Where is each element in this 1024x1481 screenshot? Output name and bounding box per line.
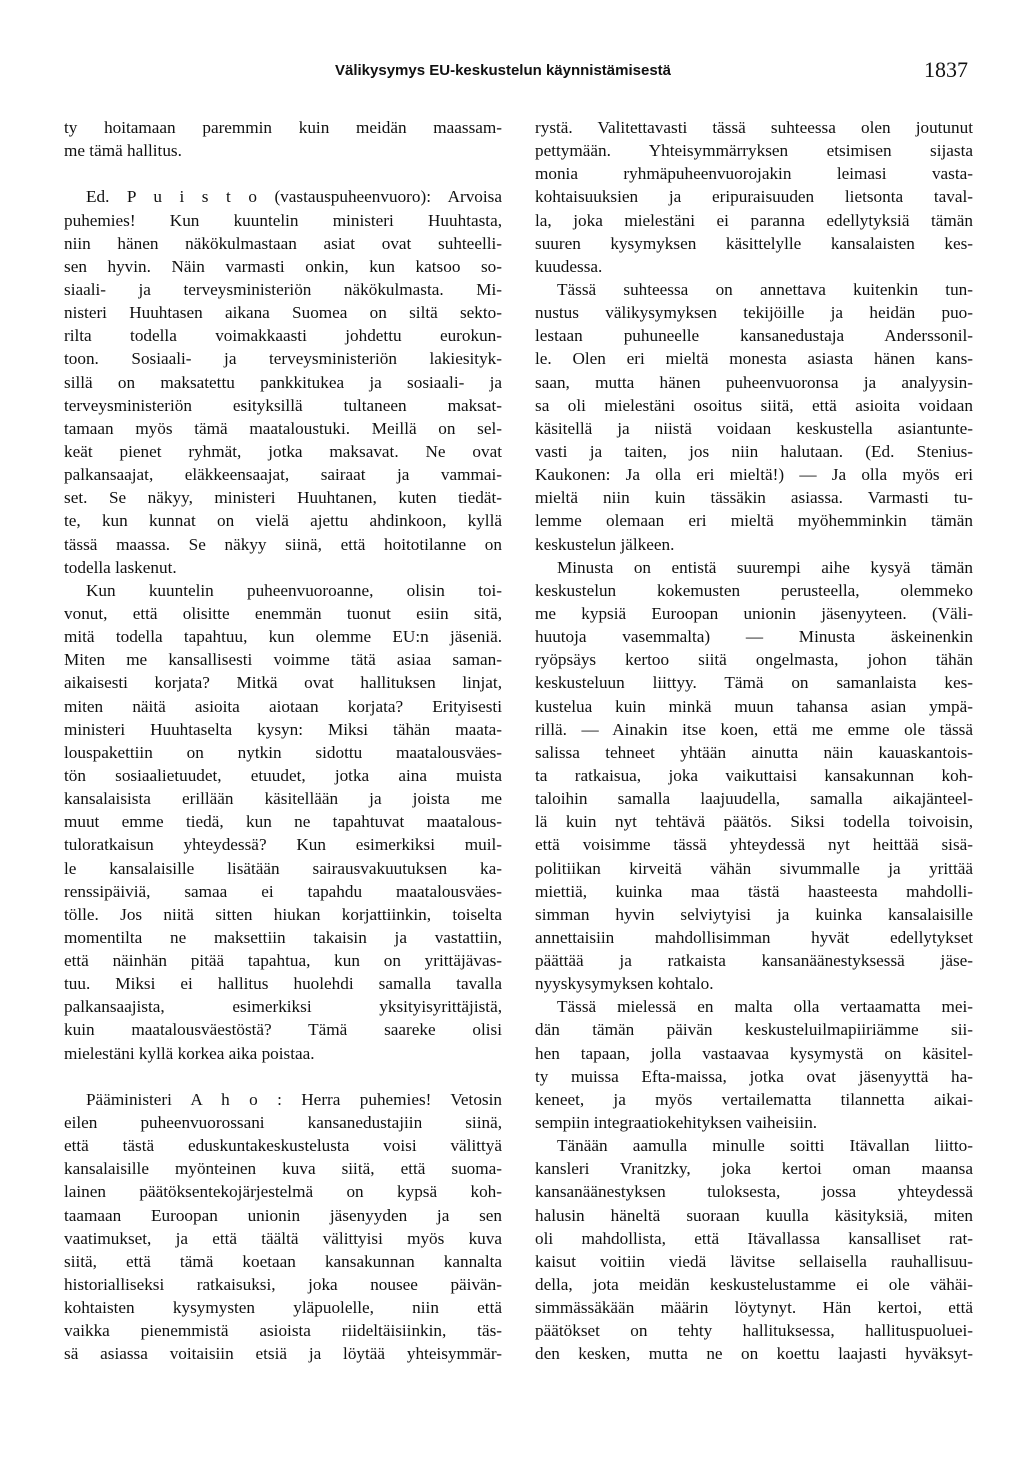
text-line: della, jota meidän keskustelustamme ei ole vähäi- bbox=[535, 1275, 973, 1295]
text-line: siitä, että tämä koetaan kansakunnan kannalta bbox=[64, 1251, 502, 1271]
text-line: päätökset on tehty hallituksessa, hallituspuoluei- bbox=[535, 1321, 973, 1341]
text-line: me kypsiä Euroopan unionin jäsenyyteen. (Väli- bbox=[535, 603, 973, 623]
right-column bbox=[535, 116, 973, 1366]
text-line: Tänään aamulla minulle soitti Itävallan liitto- bbox=[557, 1136, 973, 1156]
text-line: politiikan kirveitä vähän sivummalle ja yrittää bbox=[535, 858, 973, 878]
text-line: taloihin samalla laajuudella, samalla aikajänteel- bbox=[535, 789, 973, 809]
text-line: pettymään. Yhteisymmärryksen etsimisen sijasta bbox=[535, 141, 973, 161]
text-line: lestaan puhuneelle kansanedustaja Anderssonil- bbox=[535, 326, 973, 346]
text-line: tamaan myös tämä maataloustuki. Meillä on sel- bbox=[64, 418, 502, 438]
text-line: momentilta ne maksettiin takaisin ja vastattiin, bbox=[64, 927, 502, 947]
text-line: kansleri Vranitzky, joka kertoi oman maansa bbox=[535, 1159, 973, 1179]
text-line: nisteri Huuhtasen aikana Suomea on siltä sekto- bbox=[64, 303, 502, 323]
text-line: lemme olemaan eri mieltä myöhemminkin tämän bbox=[535, 511, 973, 531]
text-line: taamaan Euroopan unionin jäsenyyden ja sen bbox=[64, 1205, 502, 1225]
running-header: Välikysymys EU-keskustelun käynnistämisestä bbox=[335, 62, 672, 79]
text-line: nyyskysymyksen kohtalo. bbox=[535, 974, 714, 994]
text-line: Kaukonen: Ja olla eri mieltä!) — Ja olla myös eri bbox=[535, 465, 973, 485]
text-line: me tämä hallitus. bbox=[64, 141, 182, 161]
text-line: palkansaajista, esimerkiksi yksityisyrittäjistä, bbox=[64, 997, 502, 1017]
text-line: simmässäkään määrin löytynyt. Hän kertoi, että bbox=[535, 1298, 973, 1318]
text-line: ryöpsäys kertoo siitä ongelmasta, johon tähän bbox=[535, 650, 973, 670]
text-line: saan, mutta hänen puheenvuoronsa ja analyysin- bbox=[535, 372, 973, 392]
text-line: Tässä suhteessa on annettava kuitenkin tun- bbox=[557, 279, 973, 299]
text-line: Ed. P u i s t o (vastauspuheenvuoro): Arvoisa bbox=[86, 187, 502, 207]
text-line: vaikka pienemmistä asioista riideltäisiinkin, täs- bbox=[64, 1321, 502, 1341]
text-line: mieltä niin kuin tässäkin asiassa. Varmasti tu- bbox=[535, 488, 973, 508]
text-line: siaali- ja terveysministeriön näkökulmasta. Mi- bbox=[64, 279, 502, 299]
text-line: Pääministeri A h o : Herra puhemies! Vetosin bbox=[86, 1089, 502, 1109]
text-line: lainen päätöksentekojärjestelmä on kypsä koh- bbox=[64, 1182, 502, 1202]
text-line: kohtaisuuksien ja eripuraisuuden lietsonta taval- bbox=[535, 187, 973, 207]
left-column bbox=[64, 116, 502, 1366]
text-line: lä kuin nyt tehtävä päätös. Siksi todella toivoisin, bbox=[535, 812, 973, 832]
text-line: dän tämän päivän keskusteluilmapiiriämme sii- bbox=[535, 1020, 973, 1040]
text-line: suuren kysymyksen käsittelylle kansalaisten kes- bbox=[535, 233, 973, 253]
text-line: nustus välikysymyksen tekijöille ja heidän puo- bbox=[535, 303, 973, 323]
text-line: niin hänen näkökulmastaan asiat ovat suhteelli- bbox=[64, 233, 502, 253]
text-line: te, kun kunnat on vielä ajettu ahdinkoon, kyllä bbox=[64, 511, 502, 531]
text-line: renssipäiviä, samaa ei tapahdu maatalousväes- bbox=[64, 881, 502, 901]
text-line: kuin maatalousväestöstä? Tämä saareke olisi bbox=[64, 1020, 502, 1040]
text-line: vasti ja taiten, jos niin halutaan. (Ed. Stenius- bbox=[535, 441, 973, 461]
text-line: kuudessa. bbox=[535, 256, 603, 276]
text-line: annettaisiin mahdollisimman hyvät edellytykset bbox=[535, 927, 973, 947]
text-line: sillä on maksatettu pankkitukea ja sosiaali- ja bbox=[64, 372, 502, 392]
text-line: mielestäni kyllä korkea aika poistaa. bbox=[64, 1043, 315, 1063]
text-line: tölle. Jos niitä sitten hiukan korjattiinkin, toiselta bbox=[64, 904, 502, 924]
text-line: kansanäänestyksen tuloksesta, jossa yhteydessä bbox=[535, 1182, 973, 1202]
text-line: Miten me kansallisesti voimme tätä asiaa saman- bbox=[64, 650, 502, 670]
text-line: historialliseksi ratkaisuksi, joka nousee päivän- bbox=[64, 1275, 502, 1295]
text-line: kaisut voitiin viedä lävitse sellaisella rauhallisuu- bbox=[535, 1251, 973, 1271]
text-line: sen hyvin. Näin varmasti onkin, kun katsoo so- bbox=[64, 256, 502, 276]
text-line: ty muissa Efta-maissa, jotka ovat jäsenyyttä ha- bbox=[535, 1066, 973, 1086]
text-line: halusin häneltä suoraan kuulla käsityksiä, miten bbox=[535, 1205, 973, 1225]
text-line: kohtaisten kysymysten yläpuolelle, niin että bbox=[64, 1298, 502, 1318]
text-line: muut emme tiedä, kun ne tapahtuvat maatalous- bbox=[64, 812, 502, 832]
text-line: sempiin integraatiokehityksen vaiheisiin. bbox=[535, 1113, 818, 1133]
text-line: keät pienet ryhmät, jotka maksavat. Ne ovat bbox=[64, 441, 502, 461]
text-line: päättää ja ratkaista kansanäänestyksessä jäse- bbox=[535, 951, 973, 971]
text-line: la, joka mielestäni ei paranna edellytyksiä tämän bbox=[535, 210, 973, 230]
text-line: rilta todella voimakkaasti johdettu eurokun- bbox=[64, 326, 502, 346]
text-line: kustelua kuin minkä muun tahansa asian ympä- bbox=[535, 696, 973, 716]
text-line: tuloratkaisun yhteydessä? Kun esimerkiksi muil- bbox=[64, 835, 502, 855]
text-line: simman hyvin selviytyisi ja kuinka kansalaisille bbox=[535, 904, 973, 924]
text-line: louspakettiin on nytkin sidottu maatalousväes- bbox=[64, 742, 502, 762]
text-line: keskustelun jälkeen. bbox=[535, 534, 675, 554]
text-line: palkansaajat, eläkkeensaajat, sairaat ja vammai- bbox=[64, 465, 502, 485]
text-line: terveysministeriön esityksillä tultaneen maksat- bbox=[64, 395, 502, 415]
text-line: rystä. Valitettavasti tässä suhteessa olen joutunut bbox=[535, 118, 973, 137]
text-line: le. Olen eri mieltä monesta asiasta hänen kans- bbox=[535, 349, 973, 369]
text-line: sa oli mielestäni osoitus siitä, että asioita voidaan bbox=[535, 395, 973, 415]
text-line: set. Se näkyy, ministeri Huuhtanen, kuten tiedät- bbox=[64, 488, 502, 508]
text-line: aikaisesti korjata? Mitkä ovat hallituksen linjat, bbox=[64, 673, 502, 693]
text-line: miten näitä asioita aiotaan korjata? Erityisesti bbox=[64, 696, 502, 716]
text-line: hen tapaan, jolla vastaavaa kysymystä on käsitel- bbox=[535, 1043, 973, 1063]
text-line: miettiä, kuinka maa tästä haasteesta mahdolli- bbox=[535, 881, 973, 901]
text-line: kansalaisista erillään käsitellään ja joista me bbox=[64, 789, 502, 809]
text-line: keskusteluun liittyy. Tämä on samanlaista kes- bbox=[535, 673, 973, 693]
text-line: Minusta on entistä suurempi aihe kysyä tämän bbox=[557, 557, 973, 577]
text-line: le kansalaisille lisätään sairausvakuutuksen ka- bbox=[64, 858, 502, 878]
text-line: monia ryhmäpuheenvuorojakin leimasi vasta- bbox=[535, 164, 973, 184]
text-line: den kesken, mutta ne on koettu laajasti hyväksyt- bbox=[535, 1344, 973, 1364]
text-line: ta ratkaisua, joka vaikuttaisi kansakunnan koh- bbox=[535, 765, 973, 785]
text-line: huutoja vasemmalta) — Minusta äskeinenkin bbox=[535, 627, 973, 647]
text-line: ty hoitamaan paremmin kuin meidän maassam- bbox=[64, 118, 502, 137]
text-line: keskustelun kokemusten perusteella, olemmeko bbox=[535, 580, 973, 600]
text-line: salissa tehneet yhtään ainutta näin kauaskantois- bbox=[535, 742, 973, 762]
page-number: 1837 bbox=[924, 57, 968, 82]
text-line: puhemies! Kun kuuntelin ministeri Huuhtasta, bbox=[64, 210, 502, 230]
text-line: käsitellä ja niistä voidaan keskustella asiantunte- bbox=[535, 418, 973, 438]
text-line: todella laskenut. bbox=[64, 557, 177, 577]
text-line: rillä. — Ainakin itse koen, että me emme ole tässä bbox=[535, 719, 973, 739]
text-line: ministeri Huuhtaselta kysyn: Miksi tähän maata- bbox=[64, 719, 502, 739]
text-line: tön sosiaalietuudet, etuudet, jotka aina muista bbox=[64, 765, 502, 785]
text-line: eilen puheenvuorossani kansanedustajiin siinä, bbox=[64, 1113, 502, 1133]
text-line: vaatimukset, ja että täältä välittyisi myös kuva bbox=[64, 1228, 502, 1248]
text-line: tässä maassa. Se näkyy siinä, että hoitotilanne on bbox=[64, 534, 502, 554]
text-line: kansalaisille myönteinen kuva siitä, että suoma- bbox=[64, 1159, 502, 1179]
text-line: tuu. Miksi ei hallitus huolehdi samalla tavalla bbox=[64, 974, 502, 994]
text-line: oli mahdollista, että Itävallassa kansalliset rat- bbox=[535, 1228, 973, 1248]
paragraph-gap bbox=[64, 1065, 502, 1088]
text-line: että voisimme tässä yhteydessä nyt heittää sisä- bbox=[535, 835, 973, 855]
text-line: Kun kuuntelin puheenvuoroanne, olisin toi- bbox=[86, 580, 502, 600]
paragraph-gap bbox=[64, 162, 502, 185]
text-line: mitä todella tapahtuu, kun olemme EU:n jäseniä. bbox=[64, 627, 502, 647]
text-line: vonut, että olisitte enemmän tuonut esiin sitä, bbox=[64, 603, 502, 623]
text-line: keneet, ja myös vertailematta tilannetta aikai- bbox=[535, 1089, 973, 1109]
text-line: että näinhän pitää tapahtua, kun on yrittäjävas- bbox=[64, 951, 502, 971]
text-line: toon. Sosiaali- ja terveysministeriön lakiesityk- bbox=[64, 349, 502, 369]
text-line: että tästä eduskuntakeskustelusta voisi välittyä bbox=[64, 1136, 502, 1156]
text-line: Tässä mielessä en malta olla vertaamatta mei- bbox=[557, 997, 973, 1017]
text-line: sä asiassa voitaisiin etsiä ja löytää yhteisymmär- bbox=[64, 1344, 502, 1364]
